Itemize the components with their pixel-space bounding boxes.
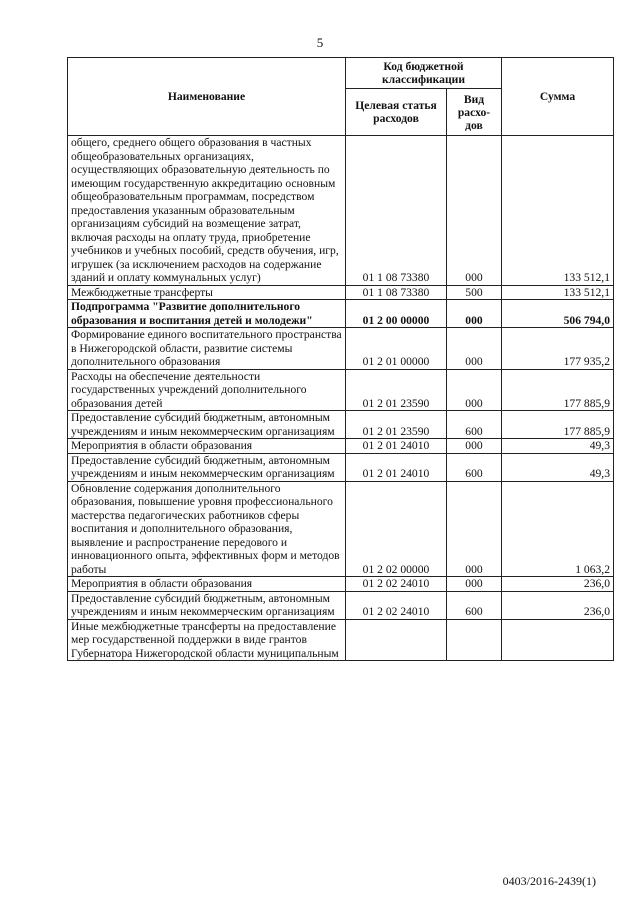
table-row [68,619,614,661]
row-expense-type: 600 [447,411,502,439]
header-target-article: Целевая статья расходов [346,89,447,136]
table-row [68,136,614,286]
row-name: Формирование единого воспитательного пространства в Нижегородской области, развитие системы дополнительного образования [68,328,346,370]
row-name: Мероприятия в области образования [68,577,346,592]
row-sum: 133 512,1 [502,136,614,286]
row-expense-type: 000 [447,481,502,577]
row-expense-type: 000 [447,300,502,328]
table-row [68,577,614,592]
table-row [68,369,614,411]
row-target-article: 01 2 01 23590 [346,369,447,411]
row-name: Расходы на обеспечение деятельности государственных учреждений дополнительного образования детей [68,369,346,411]
row-expense-type: 500 [447,285,502,300]
row-sum: 177 935,2 [502,328,614,370]
row-name: Предоставление субсидий бюджетным, автономным учреждениям и иным некоммерческим организациям [68,591,346,619]
row-sum: 177 885,9 [502,369,614,411]
row-target-article: 01 1 08 73380 [346,136,447,286]
row-expense-type: 000 [447,439,502,454]
row-target-article [346,619,447,661]
row-expense-type: 000 [447,136,502,286]
row-sum: 236,0 [502,577,614,592]
table-row [68,481,614,577]
row-sum: 49,3 [502,439,614,454]
row-sum: 1 063,2 [502,481,614,577]
row-target-article: 01 2 02 24010 [346,591,447,619]
row-target-article: 01 2 01 24010 [346,453,447,481]
row-name: Предоставление субсидий бюджетным, автономным учреждениям и иным некоммерческим организациям [68,453,346,481]
table-row [68,300,614,328]
header-code-group: Код бюджетной классификации [346,58,502,89]
row-expense-type: 000 [447,577,502,592]
table-row [68,591,614,619]
header-sum: Сумма [502,58,614,136]
row-name: Мероприятия в области образования [68,439,346,454]
row-sum: 177 885,9 [502,411,614,439]
row-target-article: 01 2 01 24010 [346,439,447,454]
row-sum [502,619,614,661]
row-sum: 506 794,0 [502,300,614,328]
row-name: Подпрограмма "Развитие дополнительного образования и воспитания детей и молодежи" [68,300,346,328]
table-row [68,411,614,439]
row-expense-type: 600 [447,591,502,619]
header-name: Наименование [68,58,346,136]
row-sum: 49,3 [502,453,614,481]
row-target-article: 01 1 08 73380 [346,285,447,300]
row-expense-type: 600 [447,453,502,481]
row-name: Иные межбюджетные трансферты на предоставление мер государственной поддержки в виде грантов Губернатора Нижегородской области муниципальным [68,619,346,661]
row-expense-type [447,619,502,661]
budget-table [67,57,614,661]
row-target-article: 01 2 01 23590 [346,411,447,439]
row-name: Обновление содержания дополнительного образования, повышение уровня профессионального мастерства педагогических работников сферы воспитания и дополнительного образования, выявление и распространение передового и инновационного опыта, эффективных форм и методов работы [68,481,346,577]
table-row [68,439,614,454]
table-row [68,453,614,481]
row-name: Предоставление субсидий бюджетным, автономным учреждениям и иным некоммерческим организациям [68,411,346,439]
row-name: общего, среднего общего образования в частных общеобразовательных организациях, осуществляющих образовательную деятельность по имеющим государственную аккредитацию основным общеобразовательным программам, посредством предоставления указанным образовательным организациям субсидий на возмещение затрат, включая расходы на оплату труда, приобретение учебников и учебных пособий, средств обучения, игр, игрушек (за исключением расходов на содержание зданий и оплату коммунальных услуг) [68,136,346,286]
row-name: Межбюджетные трансферты [68,285,346,300]
row-target-article: 01 2 00 00000 [346,300,447,328]
row-sum: 133 512,1 [502,285,614,300]
table-row [68,285,614,300]
row-sum: 236,0 [502,591,614,619]
row-expense-type: 000 [447,369,502,411]
row-expense-type: 000 [447,328,502,370]
row-target-article: 01 2 01 00000 [346,328,447,370]
table-body [68,136,614,661]
table-row [68,328,614,370]
page-number: 5 [316,35,324,50]
row-target-article: 01 2 02 00000 [346,481,447,577]
document-code: 0403/2016-2439(1) [502,874,596,888]
header-expense-type: Вид расхо-дов [447,89,502,136]
row-target-article: 01 2 02 24010 [346,577,447,592]
